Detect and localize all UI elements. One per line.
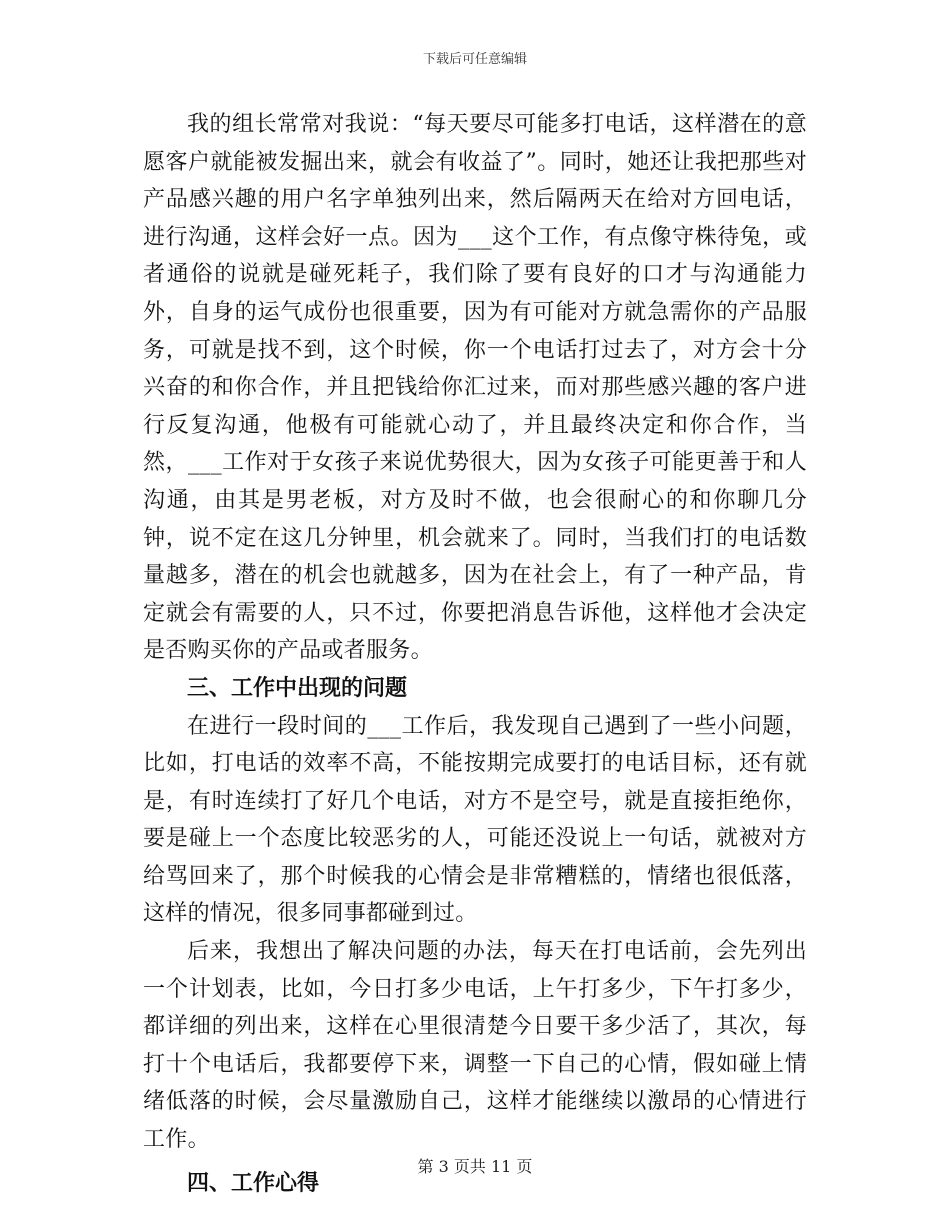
page-footer-number: 第 3 页共 11 页 xyxy=(417,1157,533,1176)
page-header-note: 下载后可任意编辑 xyxy=(422,52,527,67)
paragraph-problems: 在进行一段时间的___工作后，我发现自己遇到了一些小问题，比如，打电话的效率不高，不能按期完成要打的电话目标，还有就是，有时连续打了好几个电话，对方不是空号，就是直接拒绝你，要是碰上一个态度比较恶劣的人，可能还没说上一句话，就被对方给骂回来了，那个时候我的心情会是非常糟糕的，情绪也很低落，这样的情况，很多同事都碰到过。 xyxy=(143,713,807,927)
section-heading-problems: 三、工作中出现的问题 xyxy=(187,675,408,701)
document-body xyxy=(143,106,807,1202)
paragraph-solutions: 后来，我想出了解决问题的办法，每天在打电话前，会先列出一个计划表，比如，今日打多少电话，上午打多少，下午打多少，都详细的列出来，这样在心里很清楚今日要干多少活了，其次，每打十个电话后，我都要停下来，调整一下自己的心情，假如碰上情绪低落的时候，会尽量激励自己，这样才能继续以激昂的心情进行工作。 xyxy=(143,939,807,1153)
paragraph-calling-advice: 我的组长常常对我说：“每天要尽可能多打电话，这样潜在的意愿客户就能被发掘出来，就会有收益了”。同时，她还让我把那些对产品感兴趣的用户名字单独列出来，然后隔两天在给对方回电话，进行沟通，这样会好一点。因为___这个工作，有点像守株待兔，或者通俗的说就是碰死耗子，我们除了要有良好的口才与沟通能力外，自身的运气成份也很重要，因为有可能对方就急需你的产品服务，可就是找不到，这个时候，你一个电话打过去了，对方会十分兴奋的和你合作，并且把钱给你汇过来，而对那些感兴趣的客户进行反复沟通，他极有可能就心动了，并且最终决定和你合作，当然，___工作对于女孩子来说优势很大，因为女孩子可能更善于和人沟通，由其是男老板，对方及时不做，也会很耐心的和你聊几分钟，说不定在这几分钟里，机会就来了。同时，当我们打的电话数量越多，潜在的机会也就越多，因为在社会上，有了一种产品，肯定就会有需要的人，只不过，你要把消息告诉他，这样他才会决定是否购买你的产品或者服务。 xyxy=(143,112,807,664)
section-heading-experience: 四、工作心得 xyxy=(187,1170,320,1196)
